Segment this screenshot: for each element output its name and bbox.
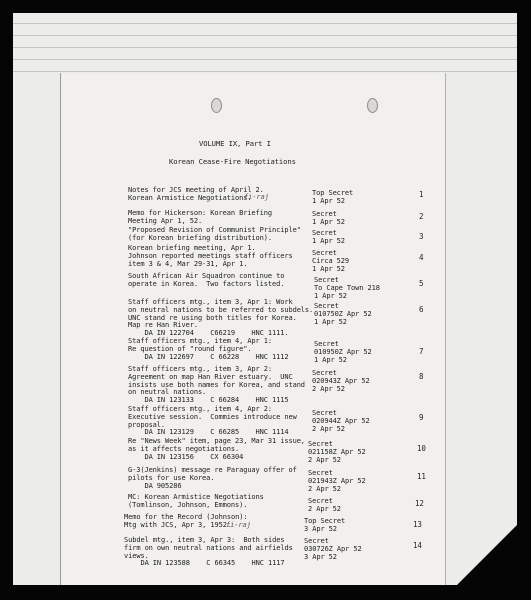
entry-6-description: Staff officers mtg., item 3, Apr 1: Work on neutral nations to be referred to subdels. UNC stand re using both titles for Korea. Map re Han River. DA IN 122704 C66219 HNC 1111.	[128, 298, 314, 338]
entry-9-classification: Secret 020944Z Apr 52 2 Apr 52	[312, 409, 370, 433]
scanned-page	[13, 13, 517, 585]
entry-10-classification: Secret 021158Z Apr 52 2 Apr 52	[308, 440, 366, 464]
entry-7-number: 7	[419, 347, 424, 356]
entry-4-classification: Secret Circa 529 1 Apr 52	[312, 249, 350, 273]
subject-title: Korean Cease-Fire Negotiations	[169, 157, 296, 166]
entry-8-classification: Secret 020943Z Apr 52 2 Apr 52	[312, 369, 370, 393]
folded-corner	[457, 525, 517, 585]
ruled-line	[13, 71, 517, 72]
entry-4-number: 4	[419, 253, 424, 262]
entry-2-classification: Secret 1 Apr 52	[312, 210, 345, 226]
volume-title: VOLUME IX, Part I	[199, 139, 271, 148]
entry-1-number: 1	[419, 190, 424, 199]
ruled-line	[13, 23, 517, 24]
entry-1-classification: Top Secret 1 Apr 52	[312, 189, 354, 205]
entry-5-description: South African Air Squadron continue to operate in Korea. Two factors listed.	[128, 272, 285, 288]
entry-2-number: 2	[419, 212, 424, 221]
entry-13-number: 13	[413, 520, 422, 529]
entry-13-handwritten-note: fi-raj	[226, 521, 251, 529]
entry-10-description: Re "News Week" item, page 23, Mar 31 issue, as it affects negotiations. DA IN 123156 CX 66304	[128, 437, 305, 461]
entry-4-description: Korean briefing meeting, Apr 1. Johnson reported meetings staff officers item 3 & 4, Mar 29-31, Apr 1.	[128, 244, 293, 268]
entry-7-description: Staff officers mtg., item 4, Apr 1: Re question of "round figure". DA IN 122697 C 66228 HNC 1112	[128, 337, 289, 361]
ruled-line	[13, 59, 517, 60]
document-sheet	[60, 73, 446, 585]
entry-12-description: MC: Korean Armistice Negotiations (Tomlinson, Johnson, Emmons).	[128, 493, 264, 509]
entry-6-classification: Secret 010750Z Apr 52 1 Apr 52	[314, 302, 372, 326]
entry-12-classification: Secret 2 Apr 52	[308, 497, 341, 513]
entry-1-description: Notes for JCS meeting of April 2. Korean Armistice Negotiations.	[128, 186, 264, 202]
entry-3-number: 3	[419, 232, 424, 241]
ruled-line	[13, 47, 517, 48]
entry-3-description: "Proposed Revision of Communist Principle" (for Korean briefing distribution).	[128, 226, 301, 242]
entry-8-number: 8	[419, 372, 424, 381]
entry-5-classification: Secret To Cape Town 218 1 Apr 52	[314, 276, 380, 300]
entry-12-number: 12	[415, 499, 424, 508]
entry-9-description: Staff officers mtg., item 4, Apr 2: Executive session. Commies introduce new proposal. DA IN 123129 C 66285 HNC 1114	[128, 405, 297, 437]
entry-13-description: Memo for the Record (Johnson): Mtg with JCS, Apr 3, 1952.	[124, 513, 248, 529]
punch-hole	[211, 98, 222, 113]
entry-14-number: 14	[413, 541, 422, 550]
punch-hole	[367, 98, 378, 113]
entry-6-number: 6	[419, 305, 424, 314]
entry-10-number: 10	[417, 444, 426, 453]
entry-11-description: G-3(Jenkins) message re Paraguay offer of pilots for use Korea. DA 905286	[128, 466, 297, 490]
entry-2-description: Memo for Hickerson: Korean Briefing Meeting Apr 1, 52.	[128, 209, 273, 225]
entry-5-number: 5	[419, 279, 424, 288]
entry-8-description: Staff officers mtg., item 3, Apr 2: Agreement on map Han River estuary. UNC insists use both names for Korea, and stand on neutral nations. DA IN 123133 C 66284 HNC 1115	[128, 365, 305, 405]
entry-3-classification: Secret 1 Apr 52	[312, 229, 345, 245]
entry-14-classification: Secret 030726Z Apr 52 3 Apr 52	[304, 537, 362, 561]
entry-7-classification: Secret 010950Z Apr 52 1 Apr 52	[314, 340, 372, 364]
entry-11-number: 11	[417, 472, 426, 481]
entry-1-handwritten-note: fi-raj	[244, 193, 269, 201]
entry-13-classification: Top Secret 3 Apr 52	[304, 517, 346, 533]
entry-14-description: Subdel mtg., item 3, Apr 3: Both sides firm on own neutral nations and airfields views. DA IN 123588 C 66345 HNC 1117	[124, 536, 293, 568]
ruled-line	[13, 35, 517, 36]
entry-9-number: 9	[419, 413, 424, 422]
entry-11-classification: Secret 021943Z Apr 52 2 Apr 52	[308, 469, 366, 493]
